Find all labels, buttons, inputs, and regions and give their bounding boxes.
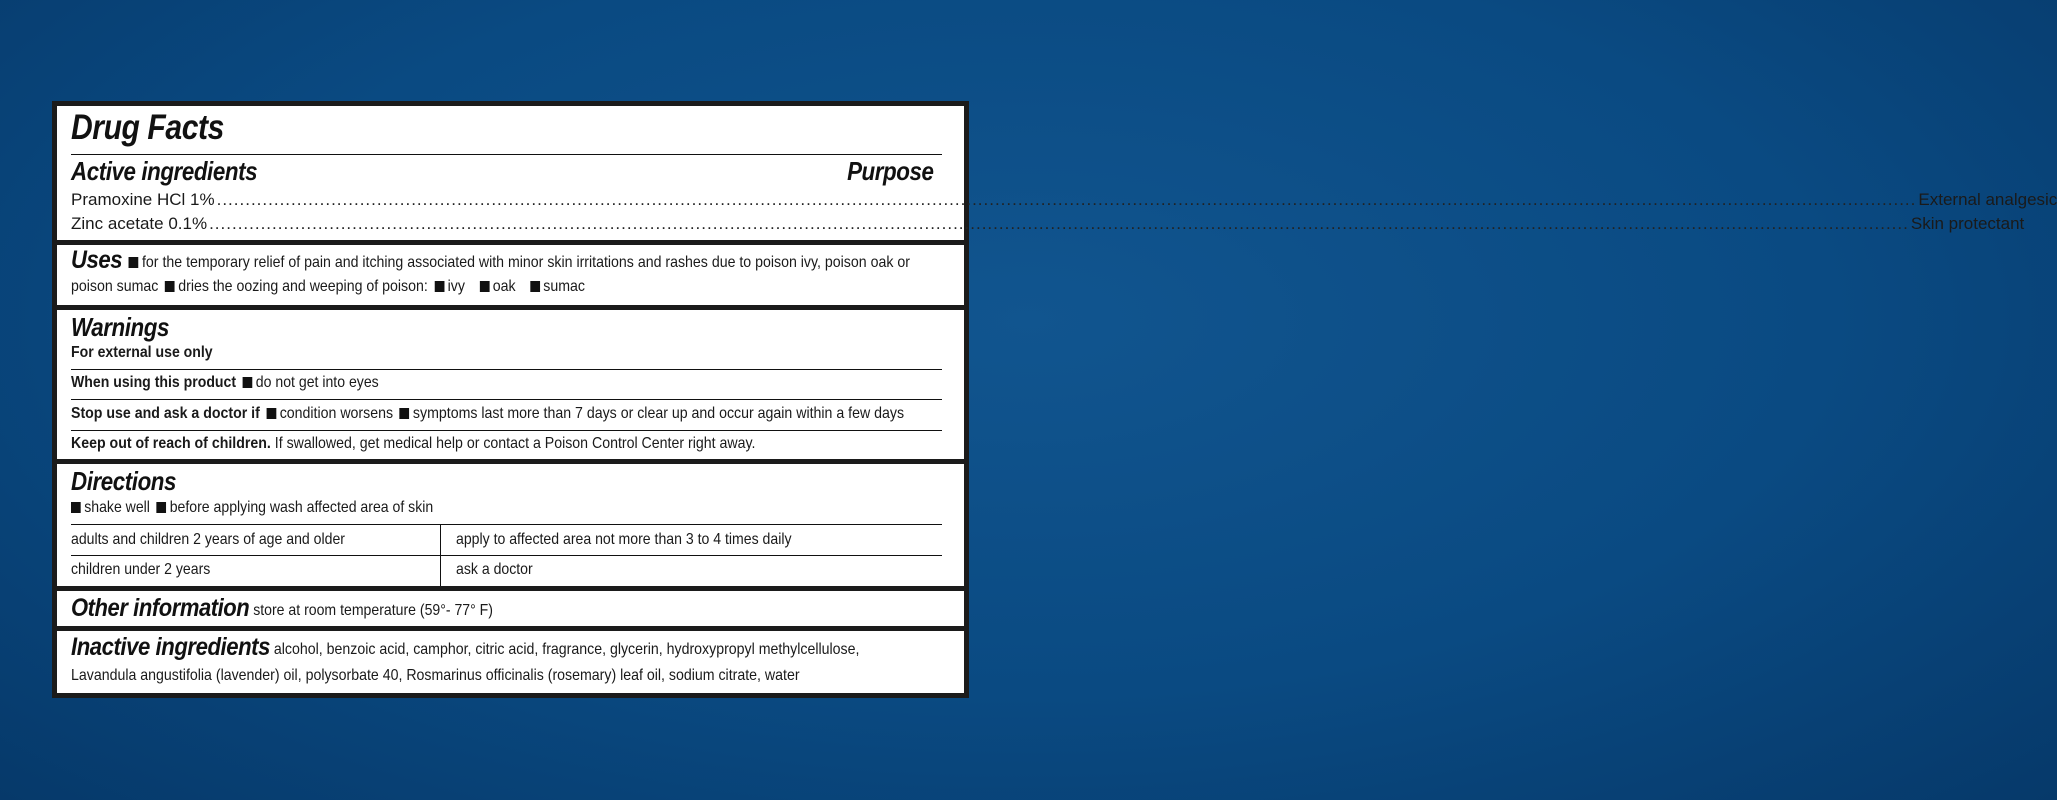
external-use-text: For external use only [71, 344, 213, 361]
drug-facts-panel [52, 101, 2057, 698]
leader-dots: ......................................................................................................................................................................................................................................................................................................... [209, 214, 1909, 233]
bullet-icon [400, 408, 410, 419]
active-ingredients-heading: Active ingredients [71, 156, 258, 186]
inactive-ingredients-heading: Inactive ingredients [71, 633, 270, 661]
bullet-icon [434, 281, 444, 292]
uses-line2a: poison sumac [71, 278, 159, 295]
active-ingredient-row [71, 190, 2057, 210]
when-using-label: When using this product [71, 374, 237, 391]
table-border [71, 555, 942, 556]
purpose-heading: Purpose [847, 156, 934, 186]
warnings-divider [71, 369, 942, 370]
drug-facts-title: Drug Facts [71, 108, 224, 147]
bullet-icon [156, 502, 166, 513]
table-border [71, 524, 942, 525]
ingredient-purpose: Skin protectant [1910, 214, 2025, 233]
other-information-text: store at room temperature (59°- 77° F) [253, 602, 493, 619]
directions-section [57, 464, 964, 586]
uses-section [57, 245, 964, 305]
when-using-text: do not get into eyes [255, 374, 379, 391]
inactive-ingredients-section [57, 631, 964, 693]
inactive-line2: Lavandula angustifolia (lavender) oil, polysorbate 40, Rosmarinus officinalis (rosemary) leaf oil, sodium citrate, water [71, 667, 800, 684]
active-ingredient-row [71, 214, 2025, 234]
uses-oak: oak [492, 278, 516, 295]
warnings-heading: Warnings [71, 312, 170, 342]
bullet-icon [165, 281, 175, 292]
stop-use-item: symptoms last more than 7 days or clear up and occur again within a few days [412, 405, 905, 422]
direction-step: shake well [84, 499, 150, 516]
warnings-divider [71, 430, 942, 431]
uses-heading: Uses [71, 246, 123, 274]
uses-sumac: sumac [543, 278, 585, 295]
bullet-icon [266, 408, 276, 419]
title-divider [71, 154, 942, 155]
direction-step: before applying wash affected area of skin [169, 499, 434, 516]
bullet-icon [530, 281, 540, 292]
directions-heading: Directions [71, 466, 177, 496]
stop-use-item: condition worsens [279, 405, 394, 422]
warnings-divider [71, 399, 942, 400]
uses-line2b: dries the oozing and weeping of poison: [178, 278, 428, 295]
bullet-icon [479, 281, 489, 292]
uses-line1: for the temporary relief of pain and itching associated with minor skin irritations and rashes due to poison ivy, poison oak or [141, 254, 910, 271]
other-information-heading: Other information [71, 594, 250, 622]
bullet-icon [129, 257, 139, 268]
keep-out-label: Keep out of reach of children. [71, 435, 271, 452]
leader-dots: ......................................................................................................................................................................................................................................................................................................... [216, 190, 1917, 209]
ingredient-name: Pramoxine HCl 1% [71, 190, 215, 209]
uses-ivy: ivy [447, 278, 465, 295]
table-cell-who: adults and children 2 years of age and older [71, 531, 345, 548]
stop-use-label: Stop use and ask a doctor if [71, 405, 260, 422]
active-ingredients-section [57, 106, 2057, 240]
ingredient-name: Zinc acetate 0.1% [71, 214, 208, 233]
warnings-section [57, 310, 964, 459]
table-column-divider [440, 524, 441, 586]
bullet-icon [71, 502, 81, 513]
ingredient-purpose: External analgesic [1918, 190, 2057, 209]
table-cell-what: apply to affected area not more than 3 to 4 times daily [456, 531, 792, 548]
table-cell-what: ask a doctor [456, 561, 533, 578]
inactive-line1: alcohol, benzoic acid, camphor, citric acid, fragrance, glycerin, hydroxypropyl methylcellulose, [273, 641, 860, 658]
other-information-section [57, 591, 964, 626]
bullet-icon [243, 377, 253, 388]
table-cell-who: children under 2 years [71, 561, 211, 578]
keep-out-text: If swallowed, get medical help or contact a Poison Control Center right away. [274, 435, 756, 452]
